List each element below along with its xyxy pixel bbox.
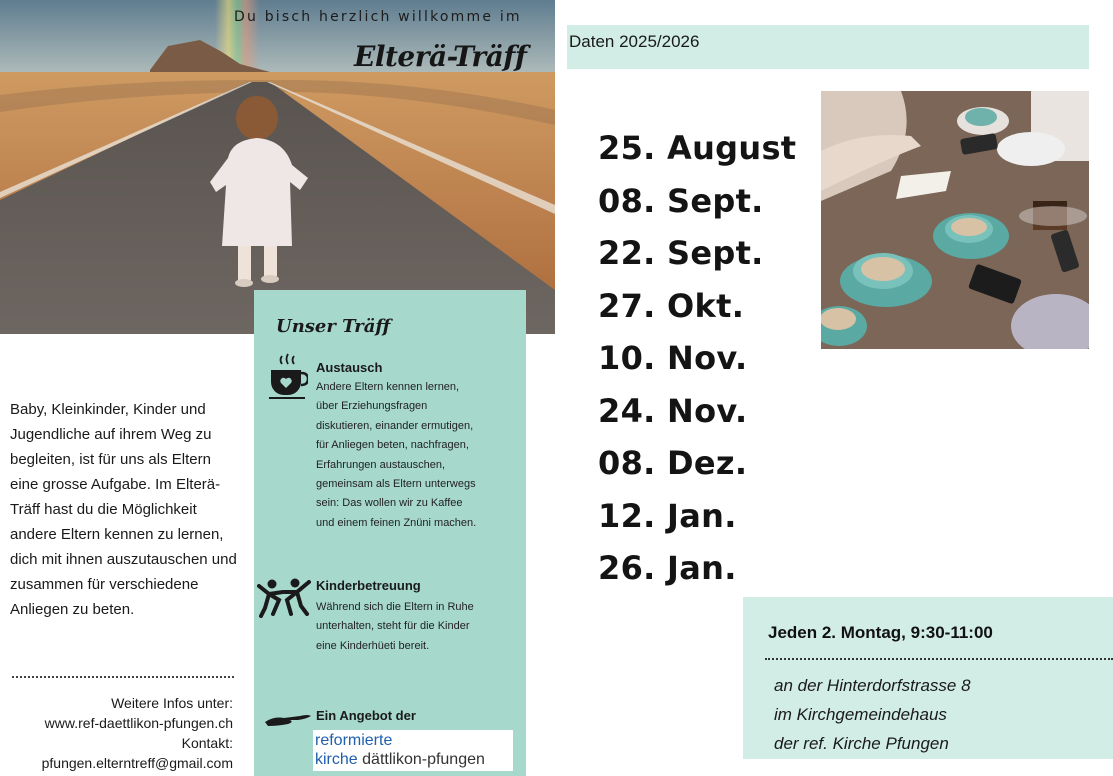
austausch-line: und einem feinen Znüni machen. xyxy=(316,516,477,529)
coffee-table-illustration xyxy=(821,91,1089,349)
austausch-title: Austausch xyxy=(316,360,383,375)
card-heading: Unser Träff xyxy=(276,316,391,337)
children-playing-icon xyxy=(257,578,311,622)
date-item: 08. Sept. xyxy=(598,181,764,220)
divider xyxy=(12,676,234,678)
open-hand-icon xyxy=(264,710,312,732)
address-line: im Kirchgemeindehaus xyxy=(774,705,947,724)
info-label: Weitere Infos unter: xyxy=(111,695,233,711)
date-item: 24. Nov. xyxy=(598,391,748,430)
kinderbetreuung-line: eine Kinderhüeti bereit. xyxy=(316,639,430,652)
date-item: 12. Jan. xyxy=(598,496,737,535)
date-item: 26. Jan. xyxy=(598,549,737,587)
date-item: 25. August xyxy=(598,129,797,167)
contact-label: Kontakt: xyxy=(181,735,233,751)
date-item: 08. Dez. xyxy=(598,444,748,482)
meeting-address xyxy=(774,671,971,758)
hero-photo xyxy=(0,0,555,334)
austausch-line: für Anliegen beten, nachfragen, xyxy=(316,439,469,452)
austausch-line: gemeinsam als Eltern unterwegs xyxy=(316,478,476,491)
website-link[interactable]: www.ref-daettlikon-pfungen.ch xyxy=(44,715,233,731)
date-list xyxy=(598,122,796,595)
email-link[interactable]: pfungen.elterntreff@gmail.com xyxy=(41,755,233,771)
austausch-line: Erfahrungen austauschen, xyxy=(316,458,446,471)
logo-kirche: kirche xyxy=(315,751,358,768)
cafe-photo xyxy=(821,91,1089,349)
kinderbetreuung-line: Während sich die Eltern in Ruhe xyxy=(316,601,474,613)
kinderbetreuung-body xyxy=(316,598,474,656)
meeting-info-box xyxy=(743,597,1113,759)
address-line: der ref. Kirche Pfungen xyxy=(774,734,949,753)
meeting-divider xyxy=(765,658,1113,660)
austausch-line: über Erziehungsfragen xyxy=(316,400,428,413)
meeting-time: Jeden 2. Montag, 9:30-11:00 xyxy=(768,623,993,642)
dates-header: Daten 2025/2026 xyxy=(567,25,1089,69)
date-item: 27. Okt. xyxy=(598,286,745,325)
program-card xyxy=(254,290,526,776)
logo-line-reformierte: reformierte xyxy=(315,732,393,749)
date-item: 10. Nov. xyxy=(598,339,748,377)
austausch-body xyxy=(316,378,476,533)
welcome-text: Du bisch herzlich willkomme im xyxy=(234,9,522,25)
logo-line-kirche xyxy=(315,750,511,769)
austausch-line: sein: Das wollen wir zu Kaffee xyxy=(316,497,463,510)
kinderbetreuung-title: Kinderbetreuung xyxy=(316,578,421,593)
kinderbetreuung-line: unterhalten, steht für die Kinder xyxy=(316,620,470,633)
church-logo xyxy=(313,730,513,771)
flyer-title: Elterä-Träff xyxy=(354,40,527,73)
contact-block xyxy=(42,693,233,773)
date-item: 22. Sept. xyxy=(598,234,764,272)
address-line: an der Hinterdorfstrasse 8 xyxy=(774,676,971,695)
coffee-cup-heart-icon xyxy=(268,352,308,404)
logo-parish: dättlikon-pfungen xyxy=(362,751,485,768)
austausch-line: Andere Eltern kennen lernen, xyxy=(316,381,460,393)
austausch-line: diskutieren, einander ermutigen, xyxy=(316,419,474,432)
intro-paragraph: Baby, Kleinkinder, Kinder und Jugendliche auf ihrem Weg zu begleiten, ist für uns als Eltern eine grosse Aufgabe. Im Elterä-Träff hast du die Möglichkeit andere Eltern kennen zu lernen, dich mit ihnen auszutauschen und zusammen für verschiedene Anliegen zu beten. xyxy=(10,401,237,618)
angebot-title: Ein Angebot der xyxy=(316,708,416,723)
